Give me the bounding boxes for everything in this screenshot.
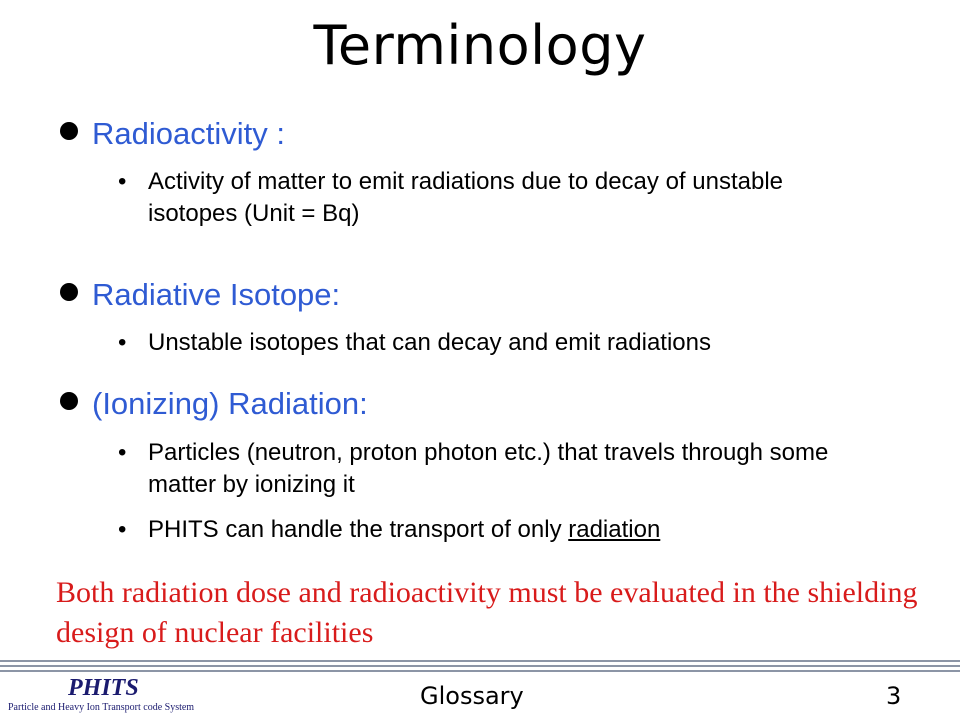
heading-ionizing-radiation <box>60 386 860 422</box>
bullet-radiative-isotope-definition <box>118 327 858 359</box>
bullet-mark-icon: • <box>118 168 127 195</box>
bullet-radiative-isotope-definition-text: Unstable isotopes that can decay and emit radiations <box>148 329 712 356</box>
evaluation-note: Both radiation dose and radioactivity must be evaluated in the shielding design of nuclear facilities <box>56 576 918 649</box>
bullet-mark-icon: • <box>118 329 127 356</box>
slide-title: Terminology <box>313 14 647 77</box>
bullet-mark-icon: • <box>118 516 127 543</box>
bullet-dot-icon <box>60 122 78 140</box>
footer-line <box>0 665 960 667</box>
bullet-ionizing-radiation-definition <box>118 437 858 501</box>
heading-radiative-isotope-text: Radiative Isotope: <box>92 277 341 312</box>
heading-ionizing-radiation-text: (Ionizing) Radiation: <box>92 386 368 421</box>
bullet-radioactivity-definition <box>118 166 858 230</box>
bullet-phits-transport <box>118 514 858 546</box>
bullet-phits-transport-prefix: PHITS can handle the transport of only <box>148 516 569 543</box>
bullet-dot-icon <box>60 283 78 301</box>
heading-radioactivity <box>60 116 860 152</box>
phits-logo-subtitle: Particle and Heavy Ion Transport code System <box>8 702 195 713</box>
bullet-ionizing-radiation-definition-text: Particles (neutron, proton photon etc.) that travels through some matter by ionizing it <box>148 439 829 498</box>
phits-logo-main: PHITS <box>68 675 139 701</box>
bullet-radioactivity-definition-text: Activity of matter to emit radiations due to decay of unstable isotopes (Unit = Bq) <box>148 168 783 227</box>
bullet-phits-transport-underlined: radiation <box>568 516 661 543</box>
bullet-phits-transport-text <box>148 514 858 546</box>
footer-section-label: Glossary <box>420 682 524 710</box>
heading-radiative-isotope <box>60 277 860 313</box>
bullet-dot-icon <box>60 392 78 410</box>
footer-divider <box>0 660 960 674</box>
heading-radioactivity-text: Radioactivity : <box>92 116 285 151</box>
footer-line <box>0 660 960 662</box>
phits-logo <box>8 675 228 717</box>
footer-line <box>0 670 960 672</box>
page-number: 3 <box>886 682 902 710</box>
bullet-mark-icon: • <box>118 439 127 466</box>
